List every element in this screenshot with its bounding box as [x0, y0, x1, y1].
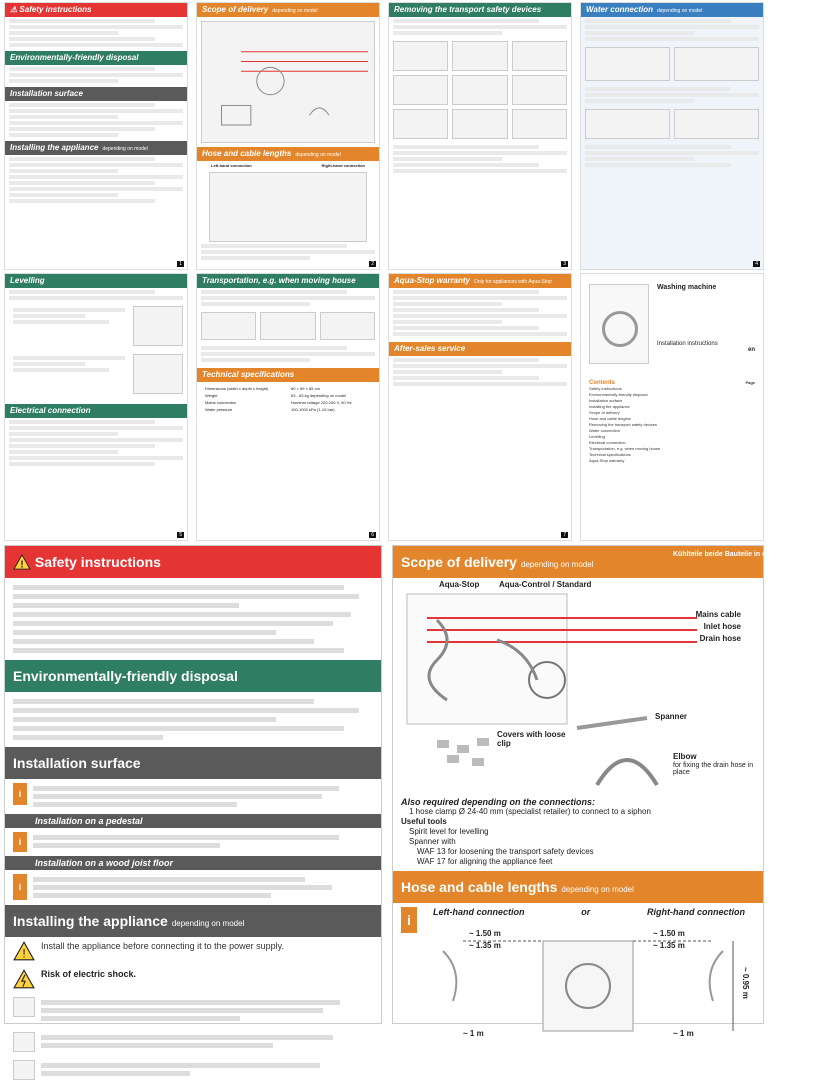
aquacontrol-label: Aqua-Control / Standard — [499, 580, 592, 589]
aquastop-header: Aqua-Stop warranty Only for appliances with Aqua-Stop — [389, 274, 571, 288]
warning-icon — [13, 941, 35, 961]
page-number: 2 — [371, 261, 374, 267]
spec-row: Water pressure 100-1000 kPa (1-10 bar) — [205, 407, 335, 412]
spec-row: Mains connection Nominal voltage 220-240 V, 50 Hz — [205, 400, 352, 405]
warning-icon — [13, 554, 31, 570]
page-number: 4 — [755, 261, 758, 267]
cover-title: Washing machine — [657, 284, 717, 291]
step-image — [393, 75, 448, 105]
contents-item: Aqua-Stop warranty — [589, 458, 625, 463]
surface-header: Installation surface — [5, 87, 187, 101]
safety-header: ! Safety instructions — [5, 546, 381, 578]
plug-icon — [13, 1060, 35, 1080]
cover-page-thumb — [580, 273, 764, 541]
water-image — [674, 109, 759, 139]
left-connection-label: Left-hand connection — [211, 163, 252, 168]
extra-line: WAF 13 for loosening the transport safety devices — [417, 847, 594, 856]
info-icon: i — [13, 832, 27, 852]
hose-header: Hose and cable lengths depending on model — [393, 871, 763, 903]
right-connection-label: Right-hand connection — [321, 163, 365, 168]
page-3-thumb — [388, 2, 572, 270]
dim-label: ~ 1 m — [463, 1029, 484, 1038]
page-5-thumb — [4, 273, 188, 541]
elbow-note: for fixing the drain hose in place — [673, 762, 754, 776]
step-image — [512, 109, 567, 139]
dim-label: ~ 1.35 m — [653, 941, 685, 950]
info-icon: i — [401, 907, 417, 933]
contents-item: Installation surface — [589, 398, 623, 403]
spec-row: Weight 63 - 83 kg depending on model — [205, 393, 347, 398]
risk-title: Risk of electric shock. — [41, 969, 137, 979]
safety-header: ⚠ Safety instructions — [5, 3, 187, 17]
extra-line: Useful tools — [401, 817, 447, 826]
electrical-header: Electrical connection — [5, 404, 187, 418]
contents-item: Electrical connection — [589, 440, 626, 445]
contents-item: Levelling — [589, 434, 605, 439]
service-header: After-sales service — [389, 342, 571, 356]
covers-label: Covers with loose clip — [497, 730, 566, 748]
page-1-enlarged — [4, 545, 382, 1024]
corner-note: Kühlteile beide Bauteile in das im Inhaltprog. — [673, 551, 822, 558]
extra-title: Also required depending on the connections: — [401, 797, 596, 807]
plug-icon — [13, 1032, 35, 1052]
step-image — [452, 109, 507, 139]
extra-line: WAF 17 for aligning the appliance feet — [417, 857, 553, 866]
page-number: 5 — [179, 532, 182, 538]
left-connection-label: Left-hand connection — [433, 907, 525, 917]
washing-machine-image — [589, 284, 649, 364]
page-number: 7 — [563, 532, 566, 538]
surface-header: Installation surface — [5, 747, 381, 779]
elbow-label: Elbow — [673, 752, 697, 761]
page-6-thumb — [196, 273, 380, 541]
contents-item: Safety instructions — [589, 386, 622, 391]
cover-instructions: Installation instructions — [657, 341, 718, 347]
dim-label: ~ 1.50 m — [653, 929, 685, 938]
levelling-image — [133, 354, 183, 394]
water-image — [585, 47, 670, 81]
contents-item: Environmentally-friendly disposal — [589, 392, 648, 397]
or-label: or — [581, 907, 591, 917]
transportation-header: Transportation, e.g. when moving house — [197, 274, 379, 288]
page-1-thumb — [4, 2, 188, 270]
inlet-label: Inlet hose — [703, 622, 741, 631]
plug-icon — [13, 997, 35, 1017]
extra-line: 1 hose clamp Ø 24-40 mm (specialist retailer) to connect to a siphon — [409, 807, 651, 816]
dim-label: ~ 0.95 m — [741, 967, 750, 999]
installing-header: Installing the appliance depending on model — [5, 905, 381, 937]
transport-safety-header: Removing the transport safety devices — [389, 3, 571, 17]
scope-header: Scope of delivery depending on model — [197, 3, 379, 17]
levelling-image — [133, 306, 183, 346]
warning-icon: ⚠ — [10, 5, 20, 14]
scope-illustration — [201, 21, 375, 143]
contents-item: Installing the appliance — [589, 404, 630, 409]
hose-header: Hose and cable lengths depending on model — [197, 147, 379, 161]
dim-label: ~ 1.35 m — [469, 941, 501, 950]
installing-header: Installing the appliance depending on model — [5, 141, 187, 155]
aquastop-label: Aqua-Stop — [439, 580, 480, 589]
page-number: 6 — [371, 532, 374, 538]
levelling-header: Levelling — [5, 274, 187, 288]
extra-line: Spanner with — [409, 837, 456, 846]
contents-list: Contents Page Safety instructions Environmentally-friendly disposal Installation surface Installing the appliance Scope of delivery Hose and cable lengths Removing the transport safety devices Water connection Levelling Electrical connection Transportation, e.g. when moving house Technical specifications Aqua-Stop warranty — [589, 380, 755, 463]
water-image — [585, 109, 670, 139]
step-image — [452, 75, 507, 105]
step-image — [393, 41, 448, 71]
extra-line: Spirit level for levelling — [409, 827, 489, 836]
step-image — [393, 109, 448, 139]
spec-row: Dimensions (width x depth x height) 60 × 59 × 85 cm — [205, 386, 320, 391]
svg-text:!: ! — [22, 946, 26, 961]
transport-image — [260, 312, 315, 340]
shock-icon — [13, 969, 35, 989]
step-image — [512, 41, 567, 71]
contents-item: Transportation, e.g. when moving house — [589, 446, 661, 451]
right-connection-label: Right-hand connection — [647, 907, 745, 917]
hose-diagram — [423, 907, 755, 1057]
page-7-thumb — [388, 273, 572, 541]
dim-label: ~ 1 m — [673, 1029, 694, 1038]
surface-info — [5, 779, 381, 814]
page-2-enlarged — [392, 545, 822, 1038]
contents-item: Technical specifications — [589, 452, 631, 457]
floor-subheader: Installation on a wood joist floor — [5, 856, 381, 870]
install-note: Install the appliance before connecting it to the power supply. — [41, 941, 284, 951]
page-number: 3 — [563, 261, 566, 267]
transport-image — [201, 312, 256, 340]
dim-label: ~ 1.50 m — [469, 929, 501, 938]
water-header: Water connection depending on model — [581, 3, 763, 17]
page-number: 1 — [179, 261, 182, 267]
svg-text:!: ! — [20, 559, 24, 571]
water-image — [674, 47, 759, 81]
extra-requirements — [393, 797, 763, 867]
contents-item: Hose and cable lengths — [589, 416, 631, 421]
pedestal-subheader: Installation on a pedestal — [5, 814, 381, 828]
eco-header: Environmentally-friendly disposal — [5, 660, 381, 692]
page-2-thumb — [196, 2, 380, 270]
step-image — [452, 41, 507, 71]
spanner-label: Spanner — [655, 712, 688, 721]
mains-label: Mains cable — [695, 610, 741, 619]
cover-lang: en — [747, 347, 755, 353]
info-icon: i — [13, 874, 27, 900]
page-4-thumb — [580, 2, 764, 270]
hose-diagram — [209, 172, 367, 242]
drain-label: Drain hose — [699, 634, 741, 643]
transport-image — [320, 312, 375, 340]
contents-item: Water connection — [589, 428, 620, 433]
info-icon: i — [13, 783, 27, 805]
scope-header: Scope of delivery depending on model Kühlteile beide Bauteile in das im Inhaltprog. — [393, 546, 763, 578]
scope-illustration — [397, 580, 759, 795]
eco-header: Environmentally-friendly disposal — [5, 51, 187, 65]
step-image — [512, 75, 567, 105]
tech-specs-header: Technical specifications — [197, 368, 379, 382]
specs-table — [197, 382, 379, 416]
contents-item: Removing the transport safety devices — [589, 422, 658, 427]
contents-item: Scope of delivery — [589, 410, 620, 415]
